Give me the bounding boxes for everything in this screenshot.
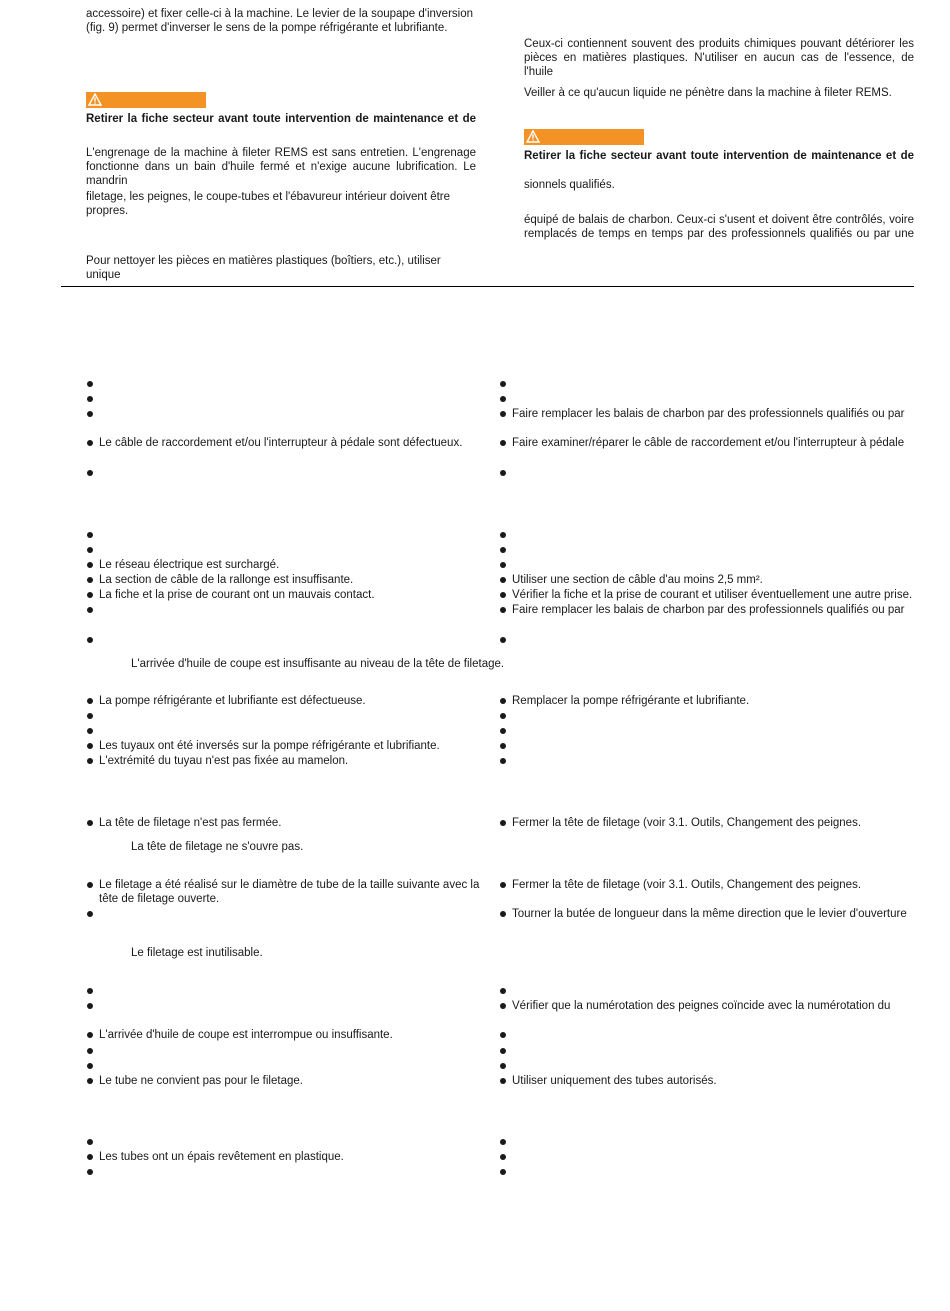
- item-text: Les tuyaux ont été inversés sur la pompe réfrigérante et lubrifiante.: [99, 740, 440, 752]
- item-text: Le réseau électrique est surchargé.: [99, 559, 280, 571]
- warning-text: Retirer la fiche secteur avant toute intervention de maintenance et de: [86, 113, 476, 125]
- warning-triangle-icon: [88, 93, 102, 106]
- item-text: Le tube ne convient pas pour le filetage.: [99, 1075, 303, 1087]
- text-line: fonctionne dans un bain d'huile fermé et n'exige aucune lubrification. Le mandrin: [86, 161, 476, 187]
- item-text: Faire examiner/réparer le câble de raccordement et/ou l'interrupteur à pédale: [512, 437, 905, 449]
- text-line: accessoire) et fixer celle-ci à la machine. Le levier de la soupape d'inversion: [86, 8, 474, 20]
- qualified-line: sionnels qualifiés.: [524, 179, 615, 191]
- warning-triangle-icon: [526, 130, 540, 143]
- fault-heading: Le filetage est inutilisable.: [131, 947, 263, 959]
- item-text: Le câble de raccordement et/ou l'interrupteur à pédale sont défectueux.: [99, 437, 463, 449]
- chemicals-paragraph: [524, 37, 914, 79]
- item-text: La pompe réfrigérante et lubrifiante est défectueuse.: [99, 695, 366, 707]
- cause-text: [99, 878, 479, 906]
- item-text: La fiche et la prise de courant ont un mauvais contact.: [99, 589, 375, 601]
- item-text: Remplacer la pompe réfrigérante et lubrifiante.: [512, 695, 750, 707]
- text-line: Ceux-ci contiennent souvent des produits chimiques pouvant détériorer les: [524, 38, 914, 50]
- item-text: Les tubes ont un épais revêtement en plastique.: [99, 1151, 344, 1163]
- item-text: Tourner la butée de longueur dans la même direction que le levier d'ouverture: [512, 908, 907, 920]
- maintenance-paragraph: [86, 146, 476, 188]
- text-line: remplacés de temps en temps par des professionnels qualifiés ou par une: [524, 228, 914, 240]
- maintenance-line: filetage, les peignes, le coupe-tubes et l'ébavureur intérieur doivent être propres.: [86, 191, 451, 217]
- fault-heading: L'arrivée d'huile de coupe est insuffisante au niveau de la tête de filetage.: [131, 658, 505, 670]
- text-line: L'engrenage de la machine à fileter REMS est sans entretien. L'engrenage: [86, 147, 476, 159]
- item-text: L'extrémité du tuyau n'est pas fixée au mamelon.: [99, 755, 349, 767]
- intro-paragraph: [86, 7, 476, 35]
- item-text: Vérifier que la numérotation des peignes coïncide avec la numérotation du: [512, 1000, 891, 1012]
- brushes-paragraph: [524, 213, 914, 241]
- item-text: La tête de filetage n'est pas fermée.: [99, 817, 282, 829]
- text-line: équipé de balais de charbon. Ceux-ci s'usent et doivent être contrôlés, voire: [524, 214, 914, 226]
- text-line: Le filetage a été réalisé sur le diamètre de tube de la taille suivante avec la: [99, 879, 480, 891]
- text-line: pièces en matières plastiques. N'utiliser en aucun cas de l'essence, de l'huile: [524, 52, 914, 78]
- text-line: (fig. 9) permet d'inverser le sens de la pompe réfrigérante et lubrifiante.: [86, 22, 448, 34]
- section-divider: [61, 286, 914, 287]
- item-text: Utiliser une section de câble d'au moins 2,5 mm².: [512, 574, 763, 586]
- item-text: Fermer la tête de filetage (voir 3.1. Outils, Changement des peignes.: [512, 817, 862, 829]
- item-text: La section de câble de la rallonge est insuffisante.: [99, 574, 354, 586]
- warning-text: Retirer la fiche secteur avant toute intervention de maintenance et de: [524, 150, 914, 162]
- text-line: tête de filetage ouverte.: [99, 893, 220, 905]
- warning-bar: [86, 92, 206, 108]
- item-text: L'arrivée d'huile de coupe est interrompue ou insuffisante.: [99, 1029, 393, 1041]
- cleaning-line: Pour nettoyer les pièces en matières plastiques (boîtiers, etc.), utiliser unique: [86, 255, 441, 281]
- warning-bar: [524, 129, 644, 145]
- item-text: Utiliser uniquement des tubes autorisés.: [512, 1075, 717, 1087]
- item-text: Faire remplacer les balais de charbon par des professionnels qualifiés ou par: [512, 408, 905, 420]
- fault-heading: La tête de filetage ne s'ouvre pas.: [131, 841, 304, 853]
- liquid-warning-line: Veiller à ce qu'aucun liquide ne pénètre dans la machine à fileter REMS.: [524, 87, 892, 99]
- item-text: Vérifier la fiche et la prise de courant et utiliser éventuellement une autre prise.: [512, 589, 913, 601]
- item-text: Faire remplacer les balais de charbon par des professionnels qualifiés ou par: [512, 604, 905, 616]
- item-text: Fermer la tête de filetage (voir 3.1. Outils, Changement des peignes.: [512, 879, 862, 891]
